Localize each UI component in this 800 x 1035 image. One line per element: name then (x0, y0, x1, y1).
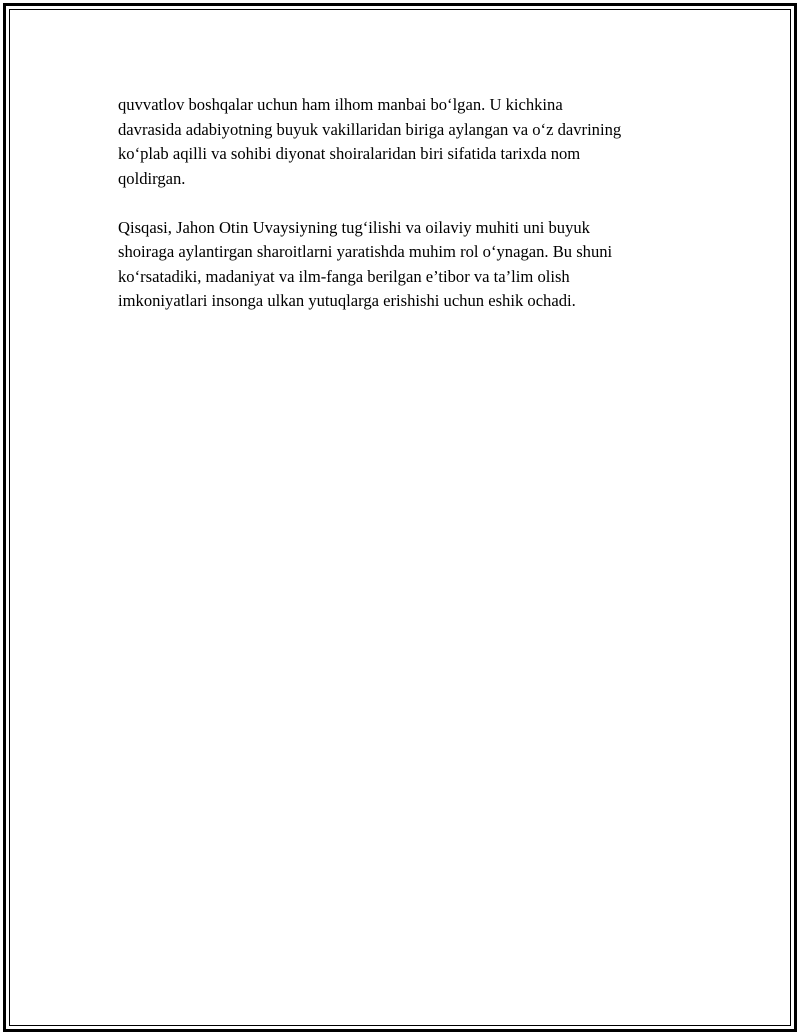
paragraph-2 (118, 216, 688, 314)
text-line: ko‘plab aqilli va sohibi diyonat shoiralaridan biri sifatida tarixda nom (118, 144, 581, 163)
text-line: davrasida adabiyotning buyuk vakillaridan biriga aylangan va o‘z davrining (118, 119, 622, 139)
text-line: shoiraga aylantirgan sharoitlarni yaratishda muhim rol o‘ynagan. Bu shuni (118, 242, 613, 261)
paragraph-1 (118, 93, 688, 191)
text-line: imkoniyatlari insonga ulkan yutuqlarga erishishi uchun eshik ochadi. (118, 291, 576, 310)
text-line: ko‘rsatadiki, madaniyat va ilm-fanga berilgan e’tibor va ta’lim olish (118, 266, 570, 286)
text-line: qoldirgan. (118, 168, 186, 188)
document-body (118, 93, 688, 338)
text-line: Qisqasi, Jahon Otin Uvaysiyning tug‘ilishi va oilaviy muhiti uni buyuk (118, 217, 590, 237)
text-line: quvvatlov boshqalar uchun ham ilhom manbai bo‘lgan. U kichkina (118, 95, 563, 114)
